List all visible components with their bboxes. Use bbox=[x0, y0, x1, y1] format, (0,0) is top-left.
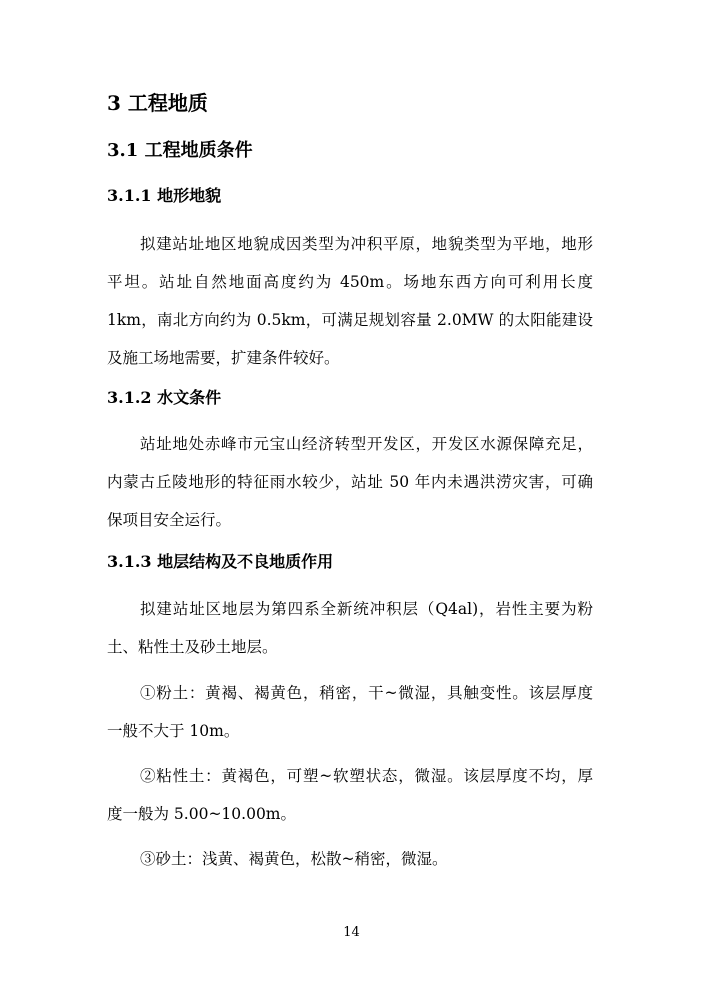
paragraph-strata-intro bbox=[107, 590, 593, 666]
paragraph-clay bbox=[107, 757, 593, 833]
paragraph-silt bbox=[107, 674, 593, 750]
text-line: 一般不大于 10m。 bbox=[107, 722, 240, 740]
text-line: 平坦。站址自然地面高度约为 450m。场地东西方向可利用长度 bbox=[107, 273, 593, 291]
text-line: 度一般为 5.00~10.00m。 bbox=[107, 805, 296, 823]
subsection-heading-strata: 3.1.3 地层结构及不良地质作用 bbox=[107, 552, 334, 571]
text-line: 拟建站址区地层为第四系全新统冲积层（Q4al)，岩性主要为粉 bbox=[140, 600, 593, 618]
text-line: ③砂土：浅黄、褐黄色，松散~稍密，微湿。 bbox=[140, 850, 448, 868]
text-line: 土、粘性土及砂土地层。 bbox=[107, 638, 278, 656]
page-number: 14 bbox=[343, 925, 360, 940]
paragraph-sand bbox=[107, 840, 593, 878]
text-line: ①粉土：黄褐、褐黄色，稍密，干~微湿，具触变性。该层厚度 bbox=[140, 684, 593, 702]
text-line: 1km，南北方向约为 0.5km，可满足规划容量 2.0MW 的太阳能建设 bbox=[107, 311, 593, 329]
text-line: 站址地处赤峰市元宝山经济转型开发区，开发区水源保障充足， bbox=[140, 435, 593, 453]
text-line: 内蒙古丘陵地形的特征雨水较少，站址 50 年内未遇洪涝灾害，可确 bbox=[107, 473, 593, 491]
text-line: 及施工场地需要，扩建条件较好。 bbox=[107, 349, 340, 367]
subsection-heading-terrain: 3.1.1 地形地貌 bbox=[107, 186, 222, 205]
chapter-heading: 3 工程地质 bbox=[107, 91, 208, 115]
text-line: ②粘性土：黄褐色，可塑~软塑状态，微湿。该层厚度不均，厚 bbox=[140, 767, 593, 785]
paragraph-terrain bbox=[107, 225, 593, 377]
text-line: 拟建站址地区地貌成因类型为冲积平原，地貌类型为平地，地形 bbox=[140, 235, 593, 253]
paragraph-hydrology bbox=[107, 425, 593, 539]
subsection-heading-hydrology: 3.1.2 水文条件 bbox=[107, 388, 222, 407]
text-line: 保项目安全运行。 bbox=[107, 511, 232, 529]
section-heading: 3.1 工程地质条件 bbox=[107, 140, 253, 161]
